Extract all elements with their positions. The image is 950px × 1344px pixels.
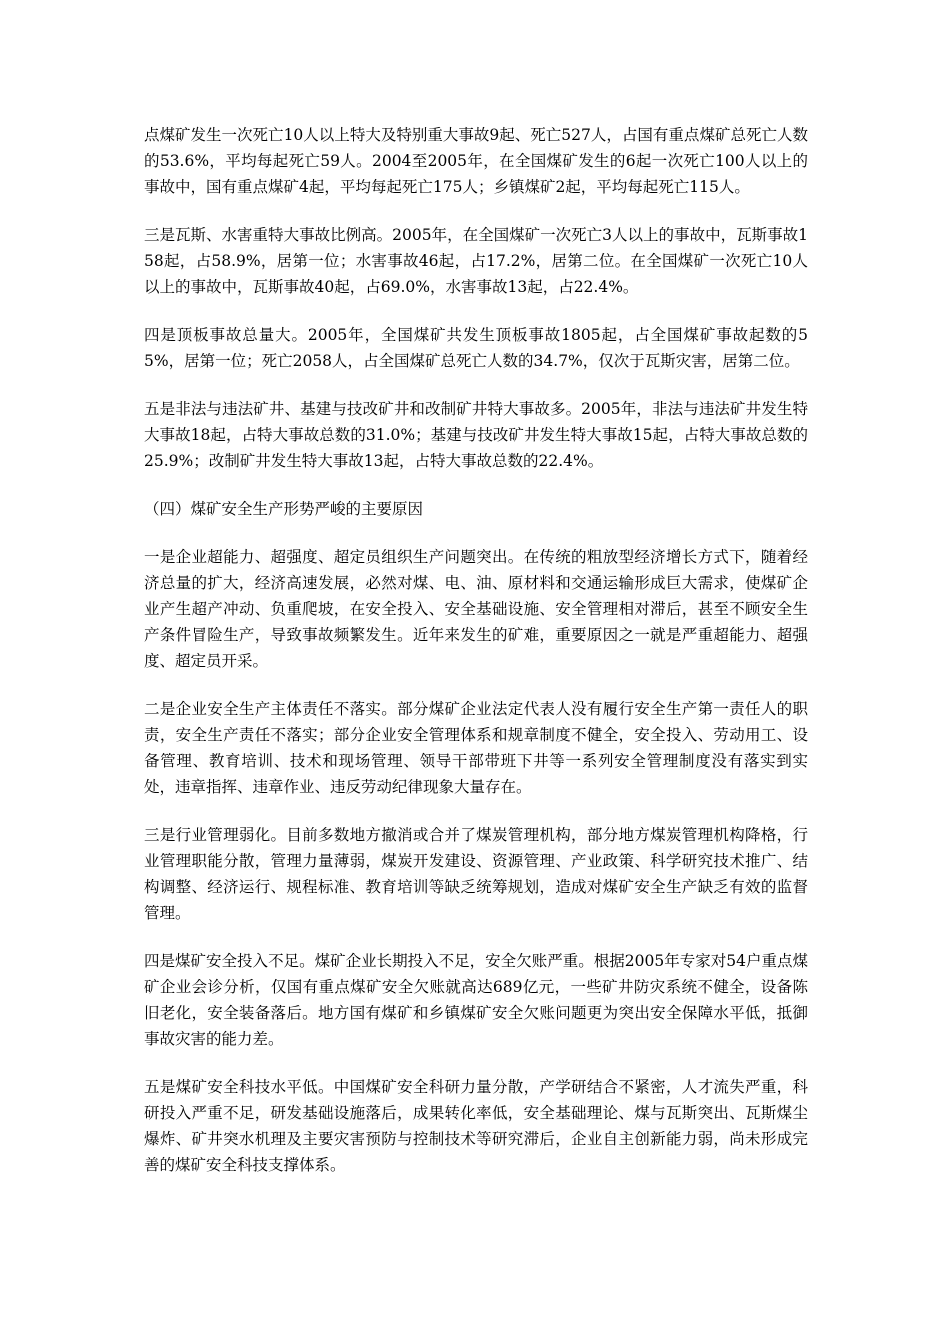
paragraph-reason-industry-management: 三是行业管理弱化。目前多数地方撤消或合并了煤炭管理机构，部分地方煤炭管理机构降格，行业管理职能分散，管理力量薄弱，煤炭开发建设、资源管理、产业政策、科学研究技术推广、结构调整、经济运行、规程标准、教育培训等缺乏统筹规划，造成对煤矿安全生产缺乏有效的监督管理。 (144, 826, 808, 922)
paragraph-major-accidents-continued: 点煤矿发生一次死亡10人以上特大及特别重大事故9起、死亡527人，占国有重点煤矿总死亡人数的53.6%，平均每起死亡59人。2004至2005年，在全国煤矿发生的6起一次死亡100人以上的事故中，国有重点煤矿4起，平均每起死亡175人；乡镇煤矿2起，平均每起死亡115人。 (144, 126, 808, 196)
paragraph-roof-accidents: 四是顶板事故总量大。2005年，全国煤矿共发生顶板事故1805起，占全国煤矿事故起数的55%，居第一位；死亡2058人，占全国煤矿总死亡人数的34.7%，仅次于瓦斯灾害，居第二位。 (144, 326, 808, 370)
section-heading: （四）煤矿安全生产形势严峻的主要原因 (144, 500, 424, 518)
paragraph-gas-water-accidents: 三是瓦斯、水害重特大事故比例高。2005年，在全国煤矿一次死亡3人以上的事故中，瓦斯事故158起，占58.9%，居第一位；水害事故46起，占17.2%，居第二位。在全国煤矿一次死亡10人以上的事故中，瓦斯事故40起，占69.0%，水害事故13起，占22.4%。 (144, 226, 808, 296)
paragraph-reason-responsibility: 二是企业安全生产主体责任不落实。部分煤矿企业法定代表人没有履行安全生产第一责任人的职责，安全生产责任不落实；部分企业安全管理体系和规章制度不健全，安全投入、劳动用工、设备管理、教育培训、技术和现场管理、领导干部带班下井等一系列安全管理制度没有落实到实处，违章指挥、违章作业、违反劳动纪律现象大量存在。 (144, 700, 808, 796)
document-body (144, 122, 808, 1200)
paragraph-reason-investment: 四是煤矿安全投入不足。煤矿企业长期投入不足，安全欠账严重。根据2005年专家对54户重点煤矿企业会诊分析，仅国有重点煤矿安全欠账就高达689亿元，一些矿井防灾系统不健全，设备陈旧老化，安全装备落后。地方国有煤矿和乡镇煤矿安全欠账问题更为突出安全保障水平低，抵御事故灾害的能力差。 (144, 952, 808, 1048)
paragraph-reason-overcapacity: 一是企业超能力、超强度、超定员组织生产问题突出。在传统的粗放型经济增长方式下，随着经济总量的扩大，经济高速发展，必然对煤、电、油、原材料和交通运输形成巨大需求，使煤矿企业产生超产冲动、负重爬坡，在安全投入、安全基础设施、安全管理相对滞后，甚至不顾安全生产条件冒险生产，导致事故频繁发生。近年来发生的矿难，重要原因之一就是严重超能力、超强度、超定员开采。 (144, 548, 808, 670)
paragraph-illegal-mines: 五是非法与违法矿井、基建与技改矿井和改制矿井特大事故多。2005年，非法与违法矿井发生特大事故18起，占特大事故总数的31.0%；基建与技改矿井发生特大事故15起，占特大事故总数的25.9%；改制矿井发生特大事故13起，占特大事故总数的22.4%。 (144, 400, 808, 470)
paragraph-reason-technology: 五是煤矿安全科技水平低。中国煤矿安全科研力量分散，产学研结合不紧密，人才流失严重，科研投入严重不足，研发基础设施落后，成果转化率低，安全基础理论、煤与瓦斯突出、瓦斯煤尘爆炸、矿井突水机理及主要灾害预防与控制技术等研究滞后，企业自主创新能力弱，尚未形成完善的煤矿安全科技支撑体系。 (144, 1078, 808, 1174)
